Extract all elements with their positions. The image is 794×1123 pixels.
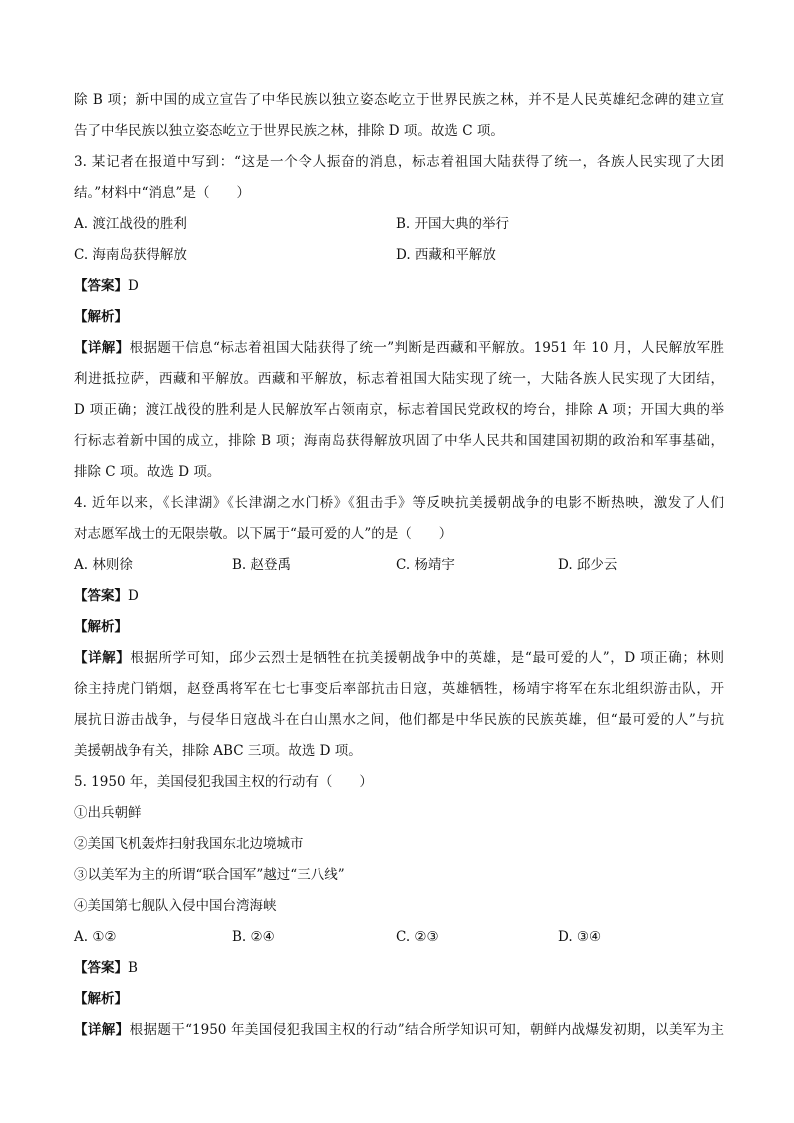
q3-stem-line-2: 结。”材料中“消息”是（ ） <box>74 185 250 201</box>
q5-item-2: ②美国飞机轰炸扫射我国东北边境城市 <box>74 836 304 852</box>
q4-option-b: B. 赵登禹 <box>232 557 292 573</box>
q3-detail-line-3: D 项正确；渡江战役的胜利是人民解放军占领南京，标志着国民党政权的垮台，排除 A 项；开国大典的举 <box>74 402 724 418</box>
q4-answer-label: 【答案】 <box>74 588 128 604</box>
q5-analysis-label: 【解析】 <box>74 991 128 1007</box>
q4-detail-line-3: 展抗日游击战争，与侵华日寇战斗在白山黑水之间，他们都是中华民族的民族英雄，但“最可爱的人”与抗 <box>74 712 724 728</box>
q3-detail-line-4: 行标志着新中国的成立，排除 B 项；海南岛获得解放巩固了中华人民共和国建国初期的政治和军事基础， <box>74 433 724 449</box>
q4-option-a: A. 林则徐 <box>74 557 133 573</box>
q4-option-c: C. 杨靖宇 <box>396 557 455 573</box>
q5-option-a: A. ①② <box>74 929 117 945</box>
q4-answer-value: D <box>128 588 139 604</box>
q5-detail-text-1: 根据题干“1950 年美国侵犯我国主权的行动”结合所学知识可知，朝鲜内战爆发初期，以美军为主 <box>129 1022 725 1038</box>
q5-item-1: ①出兵朝鲜 <box>74 805 142 821</box>
q3-option-d: D. 西藏和平解放 <box>396 247 496 263</box>
q5-option-b: B. ②④ <box>232 929 275 945</box>
q4-detail-line-4: 美援朝战争有关，排除 ABC 三项。故选 D 项。 <box>74 743 362 759</box>
q3-option-a: A. 渡江战役的胜利 <box>74 216 187 232</box>
q5-answer-value: B <box>128 960 138 976</box>
q4-analysis-label: 【解析】 <box>74 619 128 635</box>
q5-option-d: D. ③④ <box>558 929 602 945</box>
q4-stem-line-1: 4. 近年以来，《长津湖》《长津湖之水门桥》《狙击手》等反映抗美援朝战争的电影不断热映，激发了人们 <box>74 495 724 511</box>
q3-answer-label: 【答案】 <box>74 278 128 294</box>
q4-detail-label: 【详解】 <box>74 650 131 666</box>
q3-answer-value: D <box>128 278 139 294</box>
q3-detail-line-1 <box>74 338 724 358</box>
q4-option-d: D. 邱少云 <box>558 557 618 573</box>
q5-item-3: ③以美军为主的所谓“联合国军”越过“三八线” <box>74 867 345 883</box>
q5-option-c: C. ②③ <box>396 929 439 945</box>
q3-detail-line-5: 排除 C 项。故选 D 项。 <box>74 464 221 480</box>
q5-stem: 5. 1950 年，美国侵犯我国主权的行动有（ ） <box>74 774 373 790</box>
q4-detail-line-2: 徐主持虎门销烟，赵登禹将军在七七事变后率部抗击日寇，英雄牺牲，杨靖宇将军在东北组织游击队，开 <box>74 681 724 697</box>
q5-detail-line-1 <box>74 1020 724 1040</box>
q3-detail-line-2: 利进抵拉萨，西藏和平解放。西藏和平解放，标志着祖国大陆实现了统一，大陆各族人民实现了大团结， <box>74 371 724 387</box>
q5-answer-label: 【答案】 <box>74 960 128 976</box>
q4-detail-line-1 <box>74 648 724 668</box>
q3-analysis-label: 【解析】 <box>74 309 128 325</box>
q5-detail-label: 【详解】 <box>74 1022 130 1038</box>
q2-tail-line-2: 告了中华民族以独立姿态屹立于世界民族之林，排除 D 项。故选 C 项。 <box>74 123 504 139</box>
q3-answer <box>74 276 139 296</box>
q3-option-c: C. 海南岛获得解放 <box>74 247 187 263</box>
q3-detail-text-1: 根据题干信息“标志着祖国大陆获得了统一”判断是西藏和平解放。1951 年 10 月，人民解放军胜 <box>129 340 724 356</box>
q3-option-b: B. 开国大典的举行 <box>396 216 510 232</box>
q3-detail-label: 【详解】 <box>74 340 130 356</box>
q2-tail-line-1: 除 B 项；新中国的成立宣告了中华民族以独立姿态屹立于世界民族之林，并不是人民英雄纪念碑的建立宣 <box>74 92 724 108</box>
q5-answer <box>74 958 138 978</box>
q4-stem-line-2: 对志愿军战士的无限崇敬。以下属于“最可爱的人”的是（ ） <box>74 526 453 542</box>
q3-stem-line-1: 3. 某记者在报道中写到：“这是一个令人振奋的消息，标志着祖国大陆获得了统一，各族人民实现了大团 <box>74 154 724 170</box>
q4-detail-text-1: 根据所学可知，邱少云烈士是牺牲在抗美援朝战争中的英雄，是“最可爱的人”，D 项正确；林则 <box>130 650 724 666</box>
q5-item-4: ④美国第七舰队入侵中国台湾海峡 <box>74 898 277 914</box>
q4-answer <box>74 586 139 606</box>
